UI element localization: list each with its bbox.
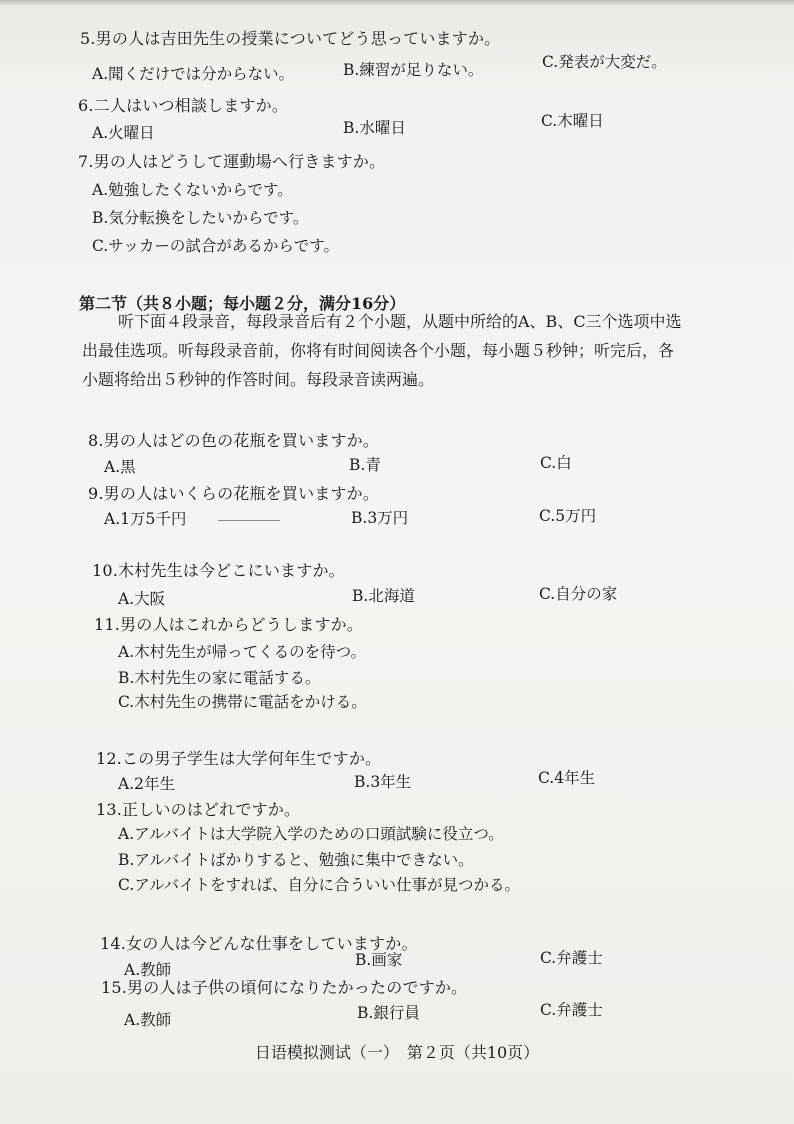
question-6-option-b: B.水曜日 [343, 119, 406, 137]
question-5-option-a: A.聞くだけでは分からない。 [92, 65, 295, 83]
question-9-option-a: A.1万5千円 [104, 510, 187, 528]
question-9-option-b: B.3万円 [351, 509, 409, 527]
question-8: 8.男の人はどの色の花瓶を買いますか。 [88, 431, 380, 450]
question-5-option-c: C.発表が大変だ。 [542, 53, 667, 71]
question-13-option-a: A.アルバイトは大学院入学のための口頭試験に役立つ。 [118, 825, 504, 843]
question-15-option-c: C.弁護士 [540, 1001, 603, 1019]
question-9-option-c: C.5万円 [539, 507, 597, 525]
question-10-option-c: C.自分の家 [539, 585, 618, 603]
question-10: 10.木村先生は今どこにいますか。 [92, 561, 345, 580]
question-7-option-a: A.勉強したくないからです。 [92, 181, 293, 199]
question-15-option-a: A.教師 [124, 1011, 172, 1029]
question-14-option-c: C.弁護士 [540, 949, 603, 967]
question-13: 13.正しいのはどれですか。 [96, 800, 301, 819]
question-8-option-c: C.白 [540, 454, 572, 472]
question-11-option-b: B.木村先生の家に電話する。 [118, 669, 321, 687]
question-14-option-b: B.画家 [355, 951, 403, 969]
question-6-option-c: C.木曜日 [541, 112, 604, 130]
question-12-option-b: B.3年生 [354, 773, 412, 791]
question-7-option-c: C.サッカーの試合があるからです。 [92, 237, 340, 255]
question-11-option-a: A.木村先生が帰ってくるのを待つ。 [118, 643, 367, 661]
question-12-option-c: C.4年生 [538, 769, 596, 787]
page-footer: 日语模拟测试（一） 第２页（共10页） [254, 1043, 540, 1062]
question-7-option-b: B.気分転換をしたいからです。 [92, 209, 309, 227]
question-5: 5.男の人は吉田先生の授業についてどう思っていますか。 [80, 29, 501, 48]
question-13-option-c: C.アルバイトをすれば、自分に合ういい仕事が見つかる。 [118, 876, 521, 894]
question-6: 6.二人はいつ相談しますか。 [78, 96, 289, 115]
question-15-option-b: B.銀行員 [357, 1004, 420, 1022]
question-7: 7.男の人はどうして運動場へ行きますか。 [78, 152, 386, 171]
question-10-option-b: B.北海道 [352, 587, 415, 605]
question-14-option-a: A.教師 [124, 961, 172, 979]
section-title: 第二节（共８小题；每小题２分，满分16分） [79, 294, 406, 313]
question-12-option-a: A.2年生 [118, 775, 175, 793]
question-11: 11.男の人はこれからどうしますか。 [94, 615, 364, 634]
instruction-line: 小题将给出５秒钟的作答时间。每段录音读两遍。 [82, 370, 435, 389]
question-12: 12.この男子学生は大学何年生ですか。 [96, 749, 382, 768]
question-5-option-b: B.練習が足りない。 [343, 61, 484, 79]
question-8-option-b: B.青 [349, 456, 381, 474]
instruction-line: 出最佳选项。听每段录音前，你将有时间阅读各个小题，每小题５秒钟；听完后，各 [82, 341, 675, 360]
section-instructions [82, 307, 750, 394]
question-15: 15.男の人は子供の頃何になりたかったのですか。 [101, 978, 468, 997]
question-9: 9.男の人はいくらの花瓶を買いますか。 [88, 484, 380, 503]
instruction-line: 听下面４段录音，每段录音后有２个小题，从题中所给的A、B、C三个选项中选 [118, 312, 682, 331]
question-6-option-a: A.火曜日 [92, 124, 155, 142]
question-8-option-a: A.黒 [104, 458, 136, 476]
scan-top-edge [0, 0, 794, 6]
question-13-option-b: B.アルバイトばかりすると、勉強に集中できない。 [118, 851, 474, 869]
question-14: 14.女の人は今どんな仕事をしていますか。 [100, 934, 418, 953]
question-11-option-c: C.木村先生の携帯に電話をかける。 [118, 693, 367, 711]
question-10-option-a: A.大阪 [118, 590, 166, 608]
answer-blank-line [218, 520, 280, 521]
